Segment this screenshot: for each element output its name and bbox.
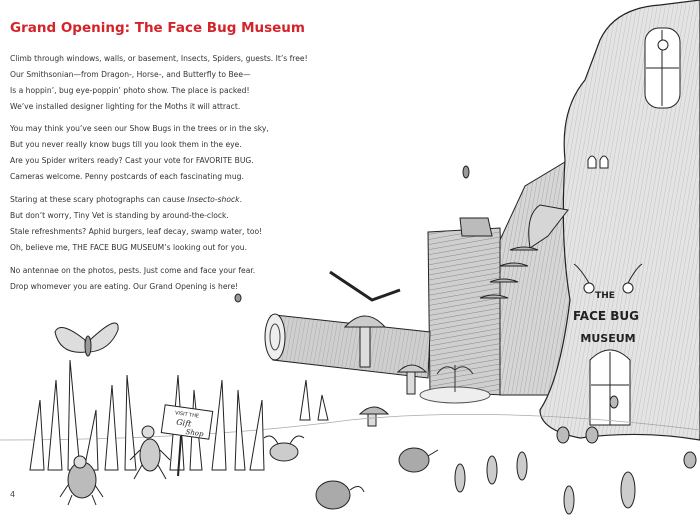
- ant-icon: [130, 426, 170, 479]
- gift-shop-sign: [161, 405, 212, 476]
- poem-line: Climb through windows, walls, or basement, Insects, Spiders, guests. It’s free!: [10, 54, 308, 63]
- poem-line: Is a hoppin’, bug eye-poppin’ photo show. The place is packed!: [10, 85, 250, 95]
- gift-sign-line-3: Shop: [185, 427, 204, 439]
- page-number: 4: [10, 490, 16, 499]
- museum-sign-line-2: FACE BUG: [572, 309, 640, 323]
- stag-beetle-icon: [316, 481, 364, 509]
- poem-line: Drop whomever you are eating. Our Grand Opening is here!: [10, 281, 239, 291]
- poem-line: But you never really know bugs till you look them in the eye.: [10, 139, 242, 149]
- poem-line: Oh, believe me, THE FACE BUG MUSEUM’s looking out for you.: [10, 242, 247, 252]
- beetle-icon: [399, 448, 438, 472]
- poem-line: Are you Spider writers ready? Cast your vote for FAVORITE BUG.: [10, 155, 254, 165]
- gift-sign-line-1: VISIT THE: [174, 410, 200, 420]
- poem-line: You may think you’ve seen our Show Bugs in the trees or in the sky,: [10, 124, 269, 133]
- moth-icon: [55, 323, 118, 356]
- page-title: Grand Opening: The Face Bug Museum: [10, 20, 305, 36]
- poem-emphasis: Staring at these scary photographs can cause: [10, 195, 188, 204]
- poem-emphasis-end: .: [239, 195, 242, 204]
- poem-line: Cameras welcome. Penny postcards of each fascinating mug.: [10, 171, 244, 181]
- poem-italic-word: Insecto-shock: [187, 195, 240, 204]
- museum-sign-line-1: THE: [595, 291, 615, 301]
- poem-line: No antennae on the photos, pests. Just come and face your fear.: [10, 266, 256, 275]
- bee-icon: [264, 436, 304, 461]
- cockroach-icon: [455, 452, 635, 514]
- poem-line: We’ve installed designer lighting for the Moths it will attract.: [10, 101, 241, 111]
- poem-line: Our Smithsonian—from Dragon-, Horse-, and Butterfly to Bee—: [10, 69, 251, 79]
- museum-sign-line-3: MUSEUM: [580, 332, 636, 345]
- poem-line: Stale refreshments? Aphid burgers, leaf decay, swamp water, too!: [10, 226, 263, 236]
- poem-line: But don’t worry, Tiny Vet is standing by around-the-clock.: [10, 210, 229, 220]
- gift-sign-line-2: Gift: [175, 417, 192, 429]
